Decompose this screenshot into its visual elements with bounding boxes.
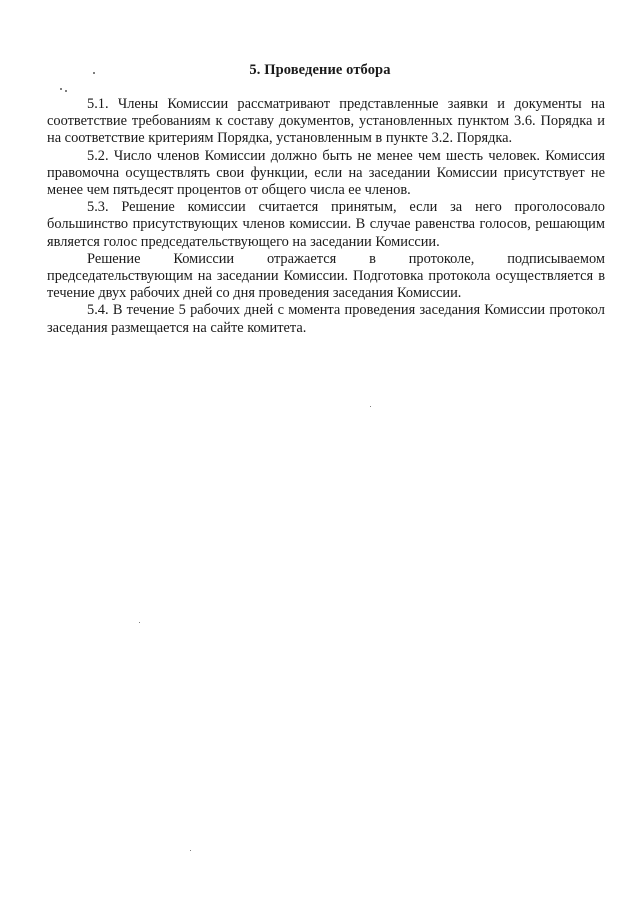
scan-speck — [65, 90, 67, 92]
section-body — [47, 96, 605, 337]
scan-speck — [93, 72, 95, 74]
paragraph-5-3: 5.3. Решение комиссии считается принятым, если за него проголосовало большинство присутствующих членов комиссии. В случае равенства голосов, решающим является голос председательствующего на заседании Комиссии. — [47, 199, 605, 250]
paragraph-5-4: 5.4. В течение 5 рабочих дней с момента проведения заседания Комиссии протокол заседания размещается на сайте комитета. — [47, 302, 605, 336]
scan-speck — [60, 88, 62, 90]
section-heading: 5. Проведение отбора — [249, 62, 391, 78]
scan-speck — [370, 406, 371, 407]
paragraph-5-2: 5.2. Число членов Комиссии должно быть не менее чем шесть человек. Комиссия правомочна осуществлять свои функции, если на заседании Комиссии присутствует не менее чем пятьдесят процентов от общего числа ее членов. — [47, 147, 605, 199]
scan-speck — [139, 622, 140, 623]
scan-speck — [190, 850, 191, 851]
paragraph-5-3-protocol: Решение Комиссии отражается в протоколе, подписываемом председательствующим на заседании Комиссии. Подготовка протокола осуществляется в течение двух рабочих дней со дня проведения заседания Комиссии. — [47, 250, 605, 302]
paragraph-5-1: 5.1. Члены Комиссии рассматривают представленные заявки и документы на соответствие требованиям к составу документов, установленных пунктом 3.6. Порядка и на соответствие критериям Порядка, установленным в пункте 3.2. Порядка. — [47, 96, 605, 147]
